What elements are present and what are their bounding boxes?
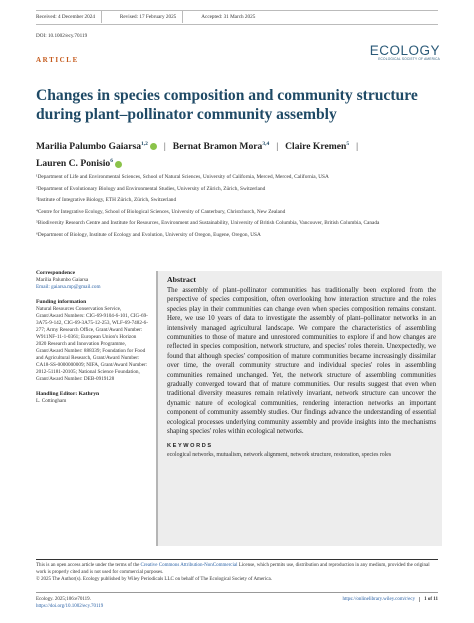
affiliation-item: ³Institute of Integrative Biology, ETH Zürich, Zürich, Switzerland (36, 197, 177, 204)
citation: Ecology. 2025;106:e70119. (36, 597, 91, 602)
funding-heading: Funding information (36, 299, 87, 305)
abstract-box (156, 271, 442, 546)
funding-text: Natural Resources Conservation Service, Grant/Award Numbers: CIG-69-9104-6-101, CIG-69-3A75-9-142, CIG-69-3A75-12-253, WLF-69-7482-6-277; Army Research Office, Grant/Award Number: W911NF-11-1-0361; European Union's Horizon 2020 Research and Innovation Programme, Grant/Award Number: 888339; Foundation for Food and Agricultural Research, Grant/Award Number: CA18-SS-0000000009; NIFA, Grant/Award Number: 2012-51181-20105; National Science Foundation, Grant/Award Number: DEB-0919128 (36, 306, 148, 382)
paper-title: Changes in species composition and community structure during plant–pollinator community assembly (36, 87, 418, 123)
correspondence-email-link[interactable]: Email: gaiarsa.mp@gmail.com (36, 284, 101, 290)
received-date: Received: 4 December 2024 (36, 14, 95, 20)
funding-section (36, 299, 148, 383)
affiliations (36, 174, 436, 244)
revised-date: Revised: 17 February 2025 (119, 14, 177, 20)
publication-dates (36, 10, 438, 25)
author-list (36, 137, 446, 171)
author-name[interactable]: Lauren C. Ponisio (36, 158, 111, 170)
footer-right (342, 596, 438, 603)
affiliation-item: ²Department of Evolutionary Biology and Environmental Studies, University of Zürich, Zürich, Switzerland (36, 185, 266, 192)
journal-logo (368, 44, 440, 61)
keywords-heading: KEYWORDS (167, 442, 213, 449)
editor-name: L. Cottingham (36, 398, 67, 404)
journal-url-link[interactable]: https://onlinelibrary.wiley.com/r/ecy (342, 597, 416, 602)
author-name[interactable]: Bernat Bramon Mora (172, 141, 263, 153)
keywords-list: ecological networks, mutualism, network alignment, network structure, restoration, species roles (167, 451, 392, 458)
orcid-icon[interactable] (150, 143, 157, 150)
abstract-heading: Abstract (167, 275, 197, 284)
license-notice (36, 562, 438, 583)
copyright-line: © 2025 The Author(s). Ecology published by Wiley Periodicals LLC on behalf of The Ecological Society of America. (36, 577, 272, 582)
author-name[interactable]: Claire Kremen (285, 141, 347, 153)
license-text: License, which permits use, distribution and reproduction in any medium, provided the original work is properly cited and is not used for commercial purposes. (36, 563, 430, 575)
author-affil-sup: 6 (110, 158, 113, 165)
author-affil-sup: 1,2 (141, 141, 148, 147)
affiliation-item: ⁶Department of Biology, Institute of Ecology and Evolution, University of Oregon, Eugene, Oregon, USA (36, 231, 261, 238)
doi-link[interactable]: https://doi.org/10.1002/ecy.70119 (36, 604, 104, 609)
page-footer (36, 596, 438, 610)
page-number: 1 of 11 (419, 597, 438, 602)
affiliation-item: ⁴Centre for Integrative Ecology, School of Biological Sciences, University of Canterbury, Christchurch, New Zealand (36, 208, 286, 215)
license-text: This is an open access article under the terms of the (36, 563, 141, 568)
author-affil-sup: 5 (346, 141, 350, 147)
article-sidebar (36, 270, 148, 413)
affiliation-item: ⁵Biodiversity Research Centre and Institute for Resources, Environment and Sustainability, University of British Columbia, Vancouver, British Columbia, Canada (36, 220, 380, 227)
journal-logo-subtitle: ECOLOGICAL SOCIETY OF AMERICA (378, 57, 440, 61)
footer-divider (36, 592, 438, 593)
cc-license-link[interactable]: Creative Commons Attribution-NonCommercial (140, 563, 238, 568)
correspondence-section (36, 270, 148, 291)
journal-logo-name: ECOLOGY (369, 43, 440, 58)
license-line (36, 562, 438, 576)
author-separator: | (276, 141, 279, 153)
editor-heading: Handling Editor: Kathryn (36, 391, 100, 397)
article-type: ARTICLE (36, 56, 79, 64)
author-name[interactable]: Marilia Palumbo Gaiarsa (36, 141, 141, 153)
accepted-date: Accepted: 31 March 2025 (201, 14, 256, 20)
abstract-text: The assembly of plant–pollinator communities has traditionally been explored from the perspective of species composition, often overlooking how interaction structure and the roles species play in their communities can change even when species composition remains constant. Here, we use 10 years of data to investigate the assembly of plant–pollinator networks in an intensively managed agricultural landscape. We compare the characteristics of assembling communities to those of mature and unrestored communities to explore if and how changes are reflected in species composition, network structure, and species' roles therein. Unexpectedly, we found that although species' composition of mature communities became increasingly dissimilar over time, the overall community structure and individual species' roles in assembling communities remained unchanged. Yet, the network structure of assembling communities gradually converged toward that of mature communities. Our results suggest that even when traditional diversity measures remain relatively invariant, network structure can uncover the dynamic nature of ecological communities, rendering interaction networks an important component of community assembly studies. Our findings advance the understanding of essential ecological processes underlying community assembly and provide insights into the mechanisms shaping species' roles within ecological networks. (167, 287, 436, 436)
author-separator: | (356, 141, 358, 153)
doi: DOI: 10.1002/ecy.70119 (36, 33, 88, 39)
author-affil-sup: 3,4 (262, 141, 270, 147)
affiliation-item: ¹Department of Life and Environmental Sciences, School of Natural Sciences, University of California, Merced, Merced, California, USA (36, 174, 329, 180)
license-divider (36, 559, 438, 560)
correspondence-heading: Correspondence (36, 270, 76, 276)
orcid-icon[interactable] (115, 161, 122, 168)
author-separator: | (163, 141, 166, 153)
correspondence-name: Marilia Palumbo Gaiarsa (36, 277, 89, 283)
editor-section (36, 391, 148, 405)
